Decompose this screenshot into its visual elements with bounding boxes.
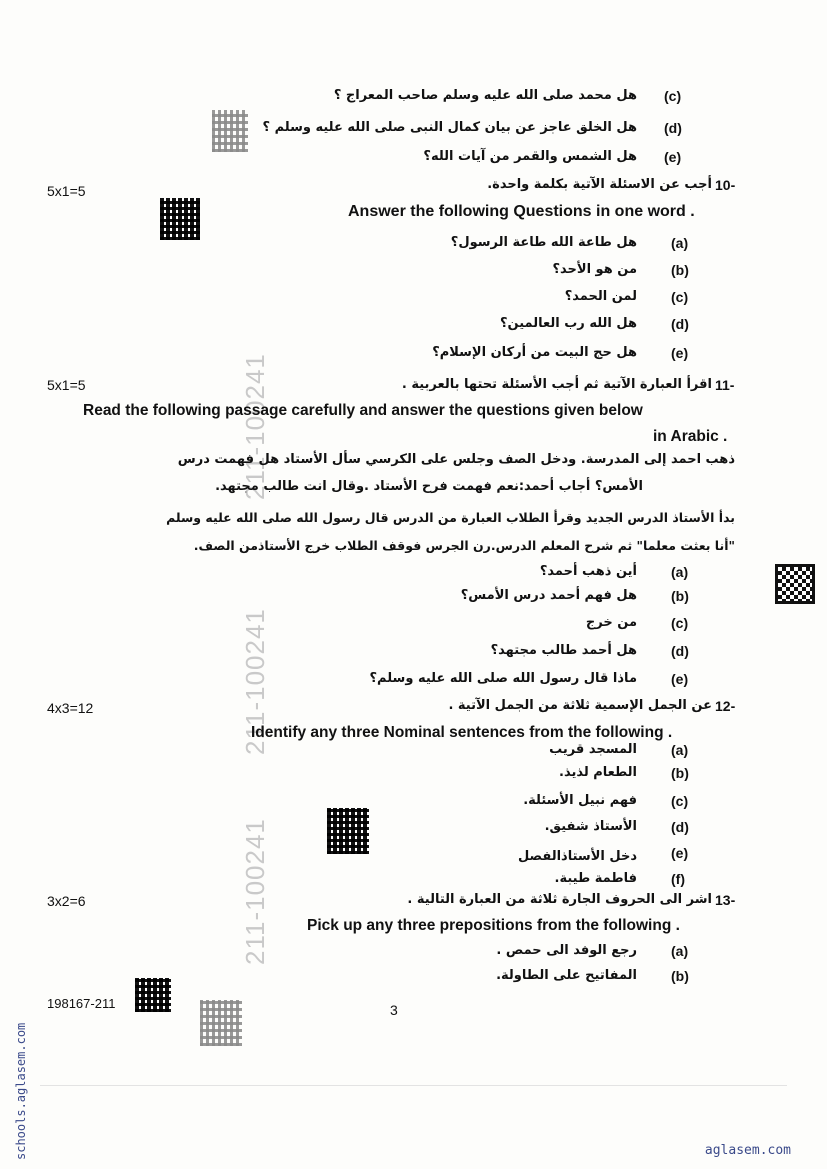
q11-marks: 5x1=5 (47, 377, 86, 393)
q10-label-a: (a) (671, 235, 689, 251)
q12-number: 12- (715, 698, 736, 714)
q12-instruction-en: Identify any three Nominal sentences from the following . (251, 724, 673, 741)
q11-label-e: (e) (671, 671, 689, 687)
q12-item-d: الأستاذ شفيق. (544, 819, 637, 834)
q11-label-b: (b) (671, 588, 689, 604)
barcode-icon (212, 110, 248, 152)
q9-label-c: (c) (664, 88, 682, 104)
q11-item-b: هل فهم أحمد درس الأمس؟ (460, 588, 637, 603)
q11-label-c: (c) (671, 615, 689, 631)
footer-url: aglasem.com (704, 1143, 791, 1158)
barcode-icon (327, 808, 369, 854)
q10-item-d: هل الله رب العالمين؟ (500, 316, 637, 331)
q12-item-c: فهم نبيل الأسئلة. (523, 793, 637, 808)
q13-item-a: رجع الوفد الى حمص . (496, 943, 637, 958)
q11-passage-line-4: "أنا بعثت معلما" ثم شرح المعلم الدرس.رن الجرس فوقف الطلاب خرج الأستاذمن الصف. (193, 538, 735, 553)
q10-item-e: هل حج البيت من أركان الإسلام؟ (432, 345, 637, 360)
q12-item-a: المسجد قريب (549, 742, 637, 757)
qr-code-icon (775, 564, 815, 604)
footer-divider (40, 1085, 787, 1086)
q10-label-e: (e) (671, 345, 689, 361)
q12-label-c: (c) (671, 793, 689, 809)
q12-label-d: (d) (671, 819, 689, 835)
q13-label-a: (a) (671, 943, 689, 959)
q12-label-e: (e) (671, 845, 689, 861)
watermark: 211-100241 (240, 818, 270, 965)
q9-item-d: هل الخلق عاجز عن بيان كمال النبى صلى الله عليه وسلم ؟ (262, 120, 637, 135)
q12-label-a: (a) (671, 742, 689, 758)
q9-item-c: هل محمد صلى الله عليه وسلم صاحب المعراج ؟ (333, 88, 637, 103)
q9-label-e: (e) (664, 149, 682, 165)
q13-item-b: المفاتيح على الطاولة. (496, 968, 637, 983)
q10-marks: 5x1=5 (47, 183, 86, 199)
q12-marks: 4x3=12 (47, 700, 94, 716)
q10-label-c: (c) (671, 289, 689, 305)
q11-item-c: من خرج (585, 615, 637, 630)
q11-passage-line-1: ذهب احمد إلى المدرسة. ودخل الصف وجلس على الكرسي سأل الأستاد هل فهمت درس (177, 452, 735, 467)
q10-item-b: من هو الأحد؟ (552, 262, 637, 277)
q13-marks: 3x2=6 (47, 893, 86, 909)
q9-label-d: (d) (664, 120, 682, 136)
q11-instruction-ar: اقرأ العبارة الآتية ثم أجب الأسئلة تحتها بالعربية . (401, 377, 712, 392)
q13-instruction-en: Pick up any three prepositions from the following . (307, 917, 680, 934)
q12-instruction-ar: عن الجمل الإسمية ثلاثة من الجمل الآتية . (448, 698, 712, 713)
q10-item-a: هل طاعة الله طاعة الرسول؟ (450, 235, 637, 250)
watermark: 211-100241 (240, 353, 270, 500)
q11-number: 11- (715, 377, 735, 393)
q9-item-e: هل الشمس والقمر من آيات الله؟ (423, 149, 637, 164)
q10-label-b: (b) (671, 262, 689, 278)
q10-item-c: لمن الحمد؟ (564, 289, 637, 304)
q11-label-a: (a) (671, 564, 689, 580)
barcode-icon (200, 1000, 242, 1046)
q10-number: 10- (715, 177, 736, 193)
q10-instruction-ar: أجب عن الاسئلة الآتية بكلمة واحدة. (487, 177, 712, 192)
q11-item-a: أين ذهب أحمد؟ (539, 564, 637, 579)
q10-instruction-en: Answer the following Questions in one word . (348, 203, 695, 220)
watermark: 211-100241 (240, 608, 270, 755)
q11-passage-line-2: الأمس؟ أجاب أحمد:نعم فهمت فرح الأستاد .وقال انت طالب مجتهد. (215, 479, 643, 494)
q11-item-d: هل أحمد طالب مجتهد؟ (490, 643, 637, 658)
q12-label-b: (b) (671, 765, 689, 781)
q12-item-f: فاطمة طيبة. (554, 871, 637, 886)
page-number: 3 (390, 1002, 398, 1018)
q11-instruction-en-1: Read the following passage carefully and answer the questions given below (83, 402, 643, 419)
q11-passage-line-3: بدأ الأستاذ الدرس الجديد وقرأ الطلاب العبارة من الدرس قال رسول الله صلى الله عليه وسلم (166, 510, 735, 525)
q12-item-e: دخل الأستاذالفصل (517, 849, 637, 864)
q12-item-b: الطعام لذيذ. (559, 765, 637, 780)
q10-label-d: (d) (671, 316, 689, 332)
paper-code: 198167-211 (47, 996, 116, 1011)
q12-label-f: (f) (671, 871, 685, 887)
barcode-icon (160, 198, 200, 240)
q13-number: 13- (715, 892, 736, 908)
q11-label-d: (d) (671, 643, 689, 659)
q11-instruction-en-2: in Arabic . (653, 428, 728, 445)
side-url: schools.aglasem.com (14, 1022, 28, 1160)
barcode-icon (135, 978, 171, 1012)
q13-instruction-ar: اشر الى الحروف الجارة ثلاثة من العبارة التالية . (407, 892, 712, 907)
q11-item-e: ماذا قال رسول الله صلى الله عليه وسلم؟ (369, 671, 637, 686)
q13-label-b: (b) (671, 968, 689, 984)
